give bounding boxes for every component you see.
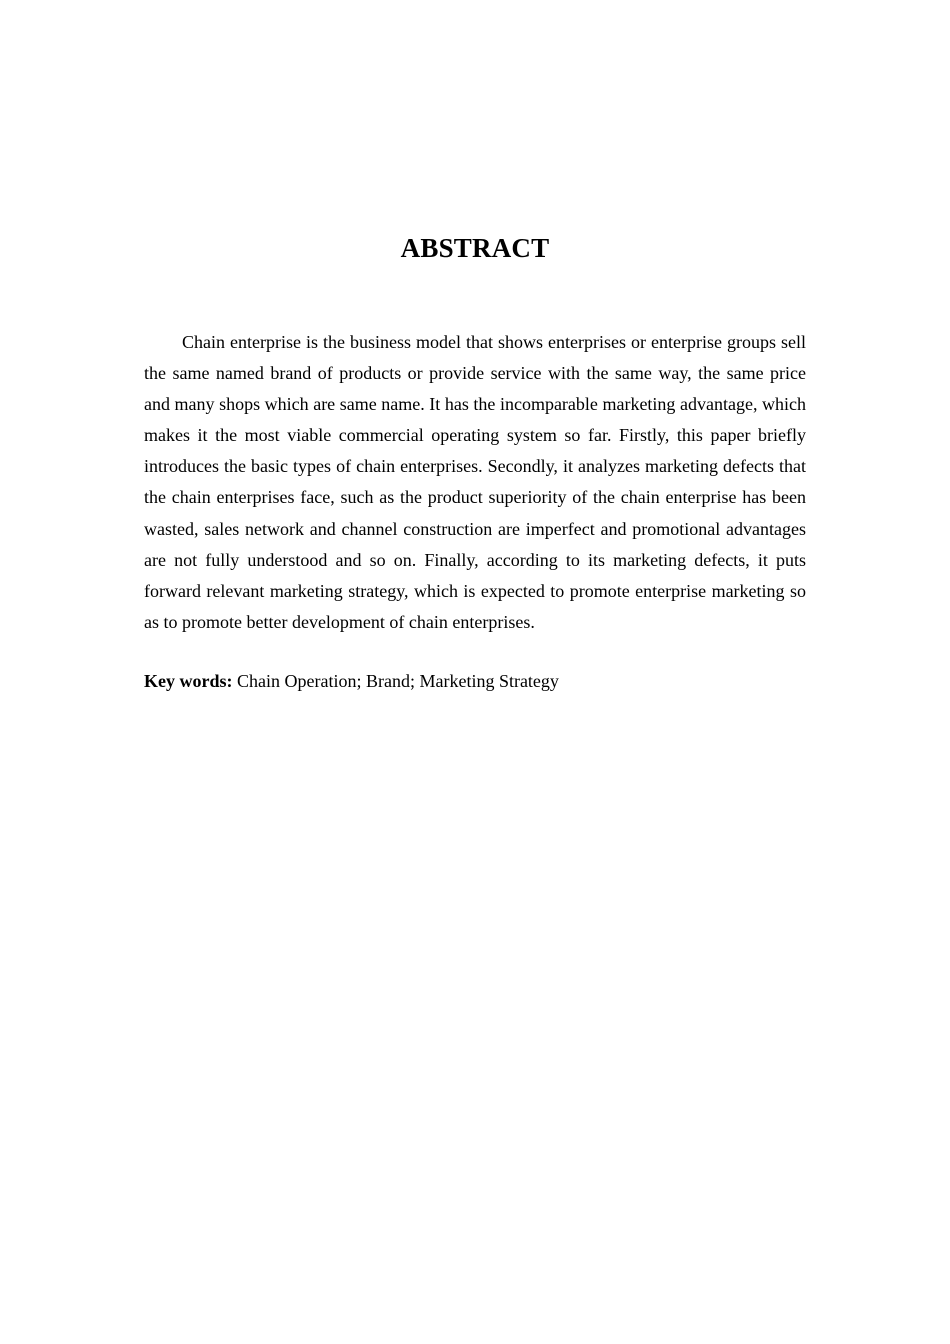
abstract-body: Chain enterprise is the business model that shows enterprises or enterprise groups sell the same named brand of products or provide service with the same way, the same price and many shops which are same name. It has the incomparable marketing advantage, which makes it the most viable commercial operating system so far. Firstly, this paper briefly introduces the basic types of chain enterprises. Secondly, it analyzes marketing defects that the chain enterprises face, such as the product superiority of the chain enterprise has been wasted, sales network and channel construction are imperfect and promotional advantages are not fully understood and so on. Finally, according to its marketing defects, it puts forward relevant marketing strategy, which is expected to promote enterprise marketing so as to promote better development of chain enterprises. [144,332,806,632]
keywords-label: Key words: [144,671,233,691]
keywords-line [144,667,806,695]
keywords-value: Chain Operation; Brand; Marketing Strategy [232,671,559,691]
abstract-title: ABSTRACT [400,233,550,263]
